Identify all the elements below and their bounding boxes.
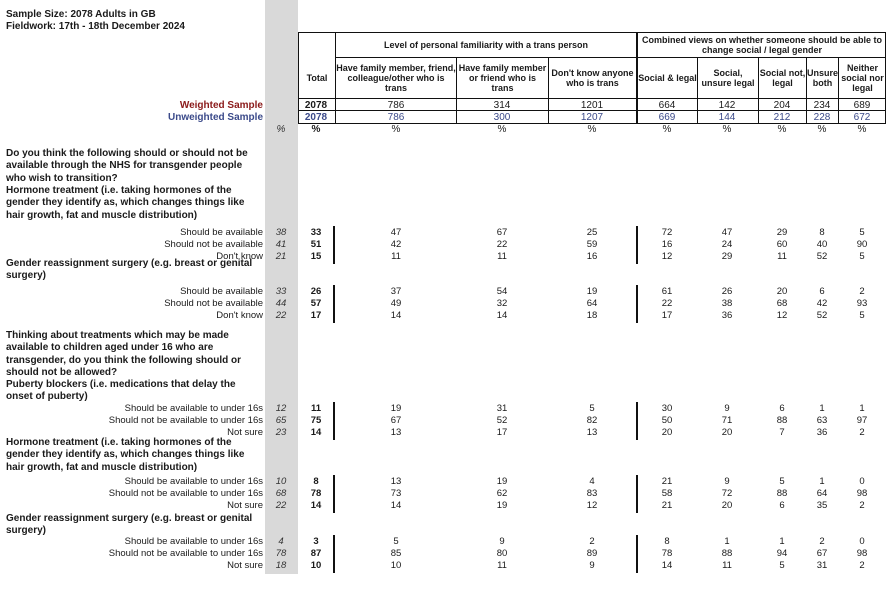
cell-value: 4 (589, 476, 595, 487)
row-label: Should not be available to under 16s (108, 488, 263, 499)
cell-value: 61 (661, 286, 673, 297)
cell-value: 12 (776, 310, 788, 321)
unweighted-value: 2078 (304, 112, 328, 123)
cell-value: 11 (497, 560, 507, 571)
cell-value: 93 (856, 298, 868, 309)
percent-marker: % (587, 124, 597, 135)
weighted-value: 142 (718, 100, 736, 111)
cell-value: 62 (496, 488, 508, 499)
cell-value: 78 (310, 488, 322, 499)
cell-value: 29 (776, 227, 788, 238)
row-label: Should not be available to under 16s (108, 415, 263, 426)
row-label: Should not be available to under 16s (108, 548, 263, 559)
gb-value: 68 (275, 488, 287, 499)
row-label: Don't know (216, 251, 263, 262)
weighted-value: 314 (493, 100, 511, 111)
cell-value: 49 (390, 298, 402, 309)
col-header: Social, unsure legal (701, 68, 755, 88)
group-header-combined-views: Combined views on whether someone should be able to change social / legal gender (641, 35, 883, 55)
cell-value: 2 (589, 536, 595, 547)
percent-marker: % (857, 124, 867, 135)
cell-value: 14 (496, 310, 508, 321)
sample-size: Sample Size: 2078 Adults in GB (6, 9, 156, 20)
cell-value: 20 (721, 500, 733, 511)
cell-value: 21 (661, 500, 673, 511)
cell-value: 19 (586, 286, 598, 297)
fieldwork-dates: Fieldwork: 17th - 18th December 2024 (6, 21, 185, 32)
weighted-value: 689 (853, 100, 871, 111)
cell-value: 89 (586, 548, 598, 559)
cell-value: 52 (816, 251, 828, 262)
unweighted-value: 669 (658, 112, 676, 123)
cell-value: 98 (856, 488, 868, 499)
row-label: Should be available to under 16s (124, 403, 263, 414)
row-label: Should be available to under 16s (124, 476, 263, 487)
gb-value: 22 (275, 500, 287, 511)
cell-value: 19 (496, 500, 508, 511)
cell-value: 11 (722, 560, 732, 571)
percent-marker: % (817, 124, 827, 135)
cell-value: 22 (661, 298, 673, 309)
cell-value: 9 (724, 403, 730, 414)
gb-value: 12 (275, 403, 287, 414)
cell-value: 8 (313, 476, 319, 487)
cell-value: 14 (310, 427, 322, 438)
cell-value: 90 (856, 239, 868, 250)
cell-value: 80 (496, 548, 508, 559)
cell-value: 36 (721, 310, 733, 321)
gb-value: 22 (275, 310, 287, 321)
cell-value: 2 (819, 536, 825, 547)
cell-value: 31 (816, 560, 828, 571)
cell-value: 88 (776, 488, 788, 499)
weighted-value: 1201 (580, 100, 604, 111)
cell-value: 78 (661, 548, 673, 559)
cell-value: 75 (310, 415, 322, 426)
gb-value: 65 (275, 415, 287, 426)
cell-value: 13 (390, 427, 402, 438)
cell-value: 5 (779, 476, 785, 487)
cell-value: 11 (310, 403, 322, 414)
gb-value: 41 (275, 239, 287, 250)
cell-value: 38 (721, 298, 733, 309)
col-header-total: Total (306, 73, 328, 83)
cell-value: 51 (310, 239, 322, 250)
cell-value: 26 (721, 286, 733, 297)
percent-marker: % (662, 124, 672, 135)
cell-value: 26 (310, 286, 322, 297)
gb-value: 10 (275, 476, 287, 487)
cell-value: 6 (779, 403, 785, 414)
col-header: Have family member, friend, colleague/other who is trans (336, 63, 456, 93)
cell-value: 67 (496, 227, 508, 238)
cell-value: 14 (310, 500, 322, 511)
gb-value: 33 (275, 286, 287, 297)
cell-value: 87 (310, 548, 322, 559)
cell-value: 88 (776, 415, 788, 426)
cell-value: 36 (816, 427, 828, 438)
row-label: Not sure (227, 560, 263, 571)
row-label: Should not be available (164, 239, 263, 250)
cell-value: 17 (496, 427, 508, 438)
cell-value: 11 (777, 251, 787, 262)
cell-value: 17 (661, 310, 673, 321)
group-bar (636, 475, 638, 513)
cell-value: 5 (393, 536, 399, 547)
unweighted-value: 144 (718, 112, 736, 123)
cell-value: 5 (859, 251, 865, 262)
cell-value: 9 (724, 476, 730, 487)
group-bar (636, 402, 638, 440)
cell-value: 73 (390, 488, 402, 499)
cell-value: 13 (390, 476, 402, 487)
cell-value: 0 (859, 536, 865, 547)
cell-value: 30 (661, 403, 673, 414)
col-header: Have family member or friend who is trans (458, 63, 547, 93)
cell-value: 19 (390, 403, 402, 414)
weighted-value: 786 (387, 100, 405, 111)
cell-value: 98 (856, 548, 868, 559)
cell-value: 16 (586, 251, 598, 262)
cell-value: 5 (779, 560, 785, 571)
gb-value: 44 (275, 298, 287, 309)
cell-value: 17 (310, 310, 322, 321)
unweighted-value: 786 (387, 112, 405, 123)
cell-value: 58 (661, 488, 673, 499)
unweighted-value: 212 (773, 112, 791, 123)
percent-marker: % (777, 124, 787, 135)
percent-marker: % (497, 124, 507, 135)
gb-value: 23 (275, 427, 287, 438)
cell-value: 13 (586, 427, 598, 438)
cell-value: 59 (586, 239, 598, 250)
col-header: Don't know anyone who is trans (551, 68, 634, 88)
weighted-value: 234 (813, 100, 831, 111)
cell-value: 64 (586, 298, 598, 309)
cell-value: 10 (310, 560, 322, 571)
cell-value: 31 (496, 403, 508, 414)
cell-value: 8 (819, 227, 825, 238)
weighted-top-line (298, 98, 886, 99)
percent-marker: % (311, 124, 321, 135)
weighted-value: 664 (658, 100, 676, 111)
gb-value: 78 (275, 548, 287, 559)
cell-value: 15 (310, 251, 322, 262)
cell-value: 1 (779, 536, 785, 547)
cell-value: 20 (721, 427, 733, 438)
cell-value: 1 (819, 476, 825, 487)
cell-value: 52 (496, 415, 508, 426)
row-label: Not sure (227, 500, 263, 511)
cell-value: 32 (496, 298, 508, 309)
col-header: Neither social nor legal (841, 63, 884, 93)
cell-value: 22 (496, 239, 508, 250)
col-header: Social & legal (638, 73, 697, 83)
cell-value: 2 (859, 427, 865, 438)
sub-question-title: Puberty blockers (i.e. medications that delay the onset of puberty) (6, 379, 236, 403)
percent-marker: % (391, 124, 401, 135)
cell-value: 47 (721, 227, 733, 238)
group-bar (636, 535, 638, 573)
cell-value: 12 (661, 251, 673, 262)
cell-value: 14 (390, 310, 402, 321)
cell-value: 54 (496, 286, 508, 297)
cell-value: 1 (859, 403, 865, 414)
cell-value: 52 (816, 310, 828, 321)
cell-value: 88 (721, 548, 733, 559)
percent-marker: % (722, 124, 732, 135)
cell-value: 68 (776, 298, 788, 309)
sub-question-title: Hormone treatment (i.e. taking hormones of the gender they identify as, which changes things like hair growth, fat and muscle distribution) (6, 437, 245, 473)
cell-value: 5 (589, 403, 595, 414)
row-label: Should be available to under 16s (124, 536, 263, 547)
cell-value: 14 (390, 500, 402, 511)
cell-value: 2 (859, 286, 865, 297)
cell-value: 5 (859, 310, 865, 321)
cell-value: 6 (819, 286, 825, 297)
cell-value: 21 (661, 476, 673, 487)
cell-value: 50 (661, 415, 673, 426)
row-label: Should not be available (164, 298, 263, 309)
row-label: Don't know (216, 310, 263, 321)
cell-value: 35 (816, 500, 828, 511)
unweighted-value: 300 (493, 112, 511, 123)
cell-value: 19 (496, 476, 508, 487)
cell-value: 9 (499, 536, 505, 547)
cell-value: 37 (390, 286, 402, 297)
cell-value: 42 (816, 298, 828, 309)
cell-value: 24 (721, 239, 733, 250)
cell-value: 63 (816, 415, 828, 426)
gb-value: 38 (275, 227, 287, 238)
cell-value: 64 (816, 488, 828, 499)
cell-value: 82 (586, 415, 598, 426)
sub-question-title: Gender reassignment surgery (e.g. breast or genital surgery) (6, 513, 253, 537)
cell-value: 9 (589, 560, 595, 571)
cell-value: 71 (721, 415, 733, 426)
cell-value: 1 (819, 403, 825, 414)
cell-value: 94 (776, 548, 788, 559)
sub-question-title: Gender reassignment surgery (e.g. breast or genital surgery) (6, 258, 253, 282)
cell-value: 42 (390, 239, 402, 250)
cell-value: 11 (497, 251, 507, 262)
unweighted-value: 1207 (580, 112, 604, 123)
group-bar (636, 226, 638, 264)
group-header-familiarity: Level of personal familiarity with a trans person (383, 40, 589, 50)
cell-value: 29 (721, 251, 733, 262)
cell-value: 25 (586, 227, 598, 238)
cell-value: 20 (661, 427, 673, 438)
percent-marker: % (276, 124, 286, 135)
question-text: Do you think the following should or should not be available through the NHS for transgender people who wish to transition? (6, 148, 248, 184)
cell-value: 10 (390, 560, 402, 571)
sub-question-title: Hormone treatment (i.e. taking hormones of the gender they identify as, which changes things like hair growth, fat and muscle distribution) (6, 185, 245, 221)
cell-value: 0 (859, 476, 865, 487)
cell-value: 3 (313, 536, 319, 547)
group-bar (636, 285, 638, 323)
gb-value: 21 (275, 251, 287, 262)
weighted-value: 2078 (304, 100, 328, 111)
cell-value: 33 (310, 227, 322, 238)
gb-value: 18 (275, 560, 287, 571)
col-header: Unsure both (807, 68, 839, 88)
cell-value: 67 (390, 415, 402, 426)
cell-value: 47 (390, 227, 402, 238)
cell-value: 2 (859, 560, 865, 571)
cell-value: 67 (816, 548, 828, 559)
cell-value: 97 (856, 415, 868, 426)
row-label: Should be available (180, 227, 263, 238)
unweighted-value: 228 (813, 112, 831, 123)
row-label: Should be available (180, 286, 263, 297)
question-text: Thinking about treatments which may be made available to children aged under 16 who are transgender, do you think the following should or should not be allowed? (6, 330, 241, 378)
cell-value: 1 (724, 536, 730, 547)
cell-value: 40 (816, 239, 828, 250)
cell-value: 11 (391, 251, 401, 262)
row-label: Not sure (227, 427, 263, 438)
cell-value: 6 (779, 500, 785, 511)
cell-value: 5 (859, 227, 865, 238)
cell-value: 8 (664, 536, 670, 547)
cell-value: 20 (776, 286, 788, 297)
cell-value: 18 (586, 310, 598, 321)
col-header: Social not, legal (759, 68, 806, 88)
cell-value: 72 (721, 488, 733, 499)
unweighted-value: 672 (853, 112, 871, 123)
cell-value: 72 (661, 227, 673, 238)
cell-value: 85 (390, 548, 402, 559)
weighted-value: 204 (773, 100, 791, 111)
cell-value: 83 (586, 488, 598, 499)
cell-value: 60 (776, 239, 788, 250)
cell-value: 7 (779, 427, 785, 438)
cell-value: 2 (859, 500, 865, 511)
gb-value: 4 (278, 536, 284, 547)
cell-value: 12 (586, 500, 598, 511)
cell-value: 57 (310, 298, 322, 309)
unweighted-sample-label: Unweighted Sample (167, 112, 263, 123)
cell-value: 14 (661, 560, 673, 571)
cell-value: 16 (661, 239, 673, 250)
weighted-sample-label: Weighted Sample (179, 100, 263, 111)
